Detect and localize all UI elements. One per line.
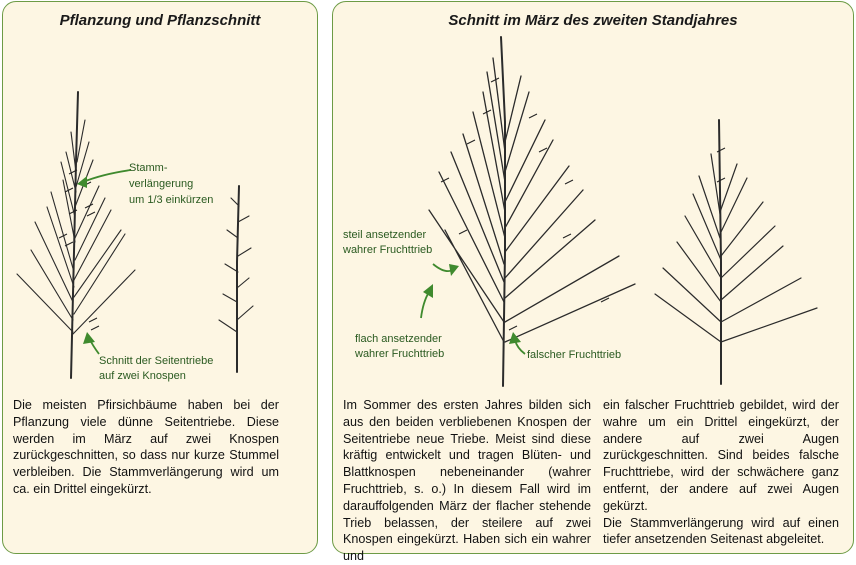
label-stamm-line2: verlängerung <box>129 178 194 190</box>
young-tree-sketch-icon <box>17 92 135 378</box>
pruned-tree-sketch-icon <box>219 186 253 372</box>
tree-after-cut-sketch-icon <box>655 120 817 384</box>
label-stamm-line3: um 1/3 einkürzen <box>129 194 214 206</box>
arrow-icon <box>83 170 131 182</box>
panel-second-year <box>332 1 854 564</box>
panel-title-second-year: Schnitt im März des zweiten Standjahres <box>448 12 738 29</box>
planting-description: Die meisten Pfirsichbäume haben bei der Pflanzung viele dünne Seitentriebe. Diese werden im März auf zwei Knospen zurückgeschnitten, so dass nur kurze Stummel verbleiben. Die Stammverlängerung wird um ca. ein Drittel eingekürzt. <box>13 398 279 496</box>
tree-before-cut-sketch-icon <box>429 37 635 386</box>
arrow-icon <box>421 292 429 318</box>
label-schnitt-line2: auf zwei Knospen <box>99 370 186 382</box>
second-year-description-col2: ein falscher Fruchttrieb gebildet, wird der wahre um ein Drittel eingekürzt, der andere auf zwei Augen zurückgeschnitten. Sind beides falsche Fruchttriebe, wird der schwächere ganz entfernt, der andere auf zwei Augen gekürzt. Die Stammverlängerung wird auf einen tiefer ansetzenden Seitenast abgeleitet. <box>603 398 839 547</box>
label-stamm-line1: Stamm- <box>129 162 168 174</box>
label-steil-line1: steil ansetzender <box>343 229 427 241</box>
label-flach-line1: flach ansetzender <box>355 333 442 345</box>
second-year-description-col1: Im Sommer des ersten Jahres bilden sich aus den beiden verbliebenen Knospen der Seitentriebe neue Triebe. Meist sind diese kräftig entwickelt und tragen Blüten- und Blattknospen nebeneinander (wahrer Fruchttrieb, s. o.) In diesem Fall wird im darauffolgenden März der flacher stehende Trieb belassen, der steilere auf zwei Knospen eingekürzt. Haben sich ein wahrer und <box>343 398 591 564</box>
cut-mark-icon <box>717 148 725 182</box>
cut-mark-icon <box>441 78 609 330</box>
panel-planting <box>2 1 318 554</box>
planting-tree-illustration <box>3 2 319 382</box>
label-schnitt-line1: Schnitt der Seitentriebe <box>99 355 214 367</box>
label-steil-line2: wahrer Fruchttrieb <box>343 244 433 256</box>
label-falsch: falscher Fruchttrieb <box>527 349 622 361</box>
label-flach-line2: wahrer Fruchttrieb <box>355 348 445 360</box>
panel-title-planting: Pflanzung und Pflanzschnitt <box>59 12 261 29</box>
